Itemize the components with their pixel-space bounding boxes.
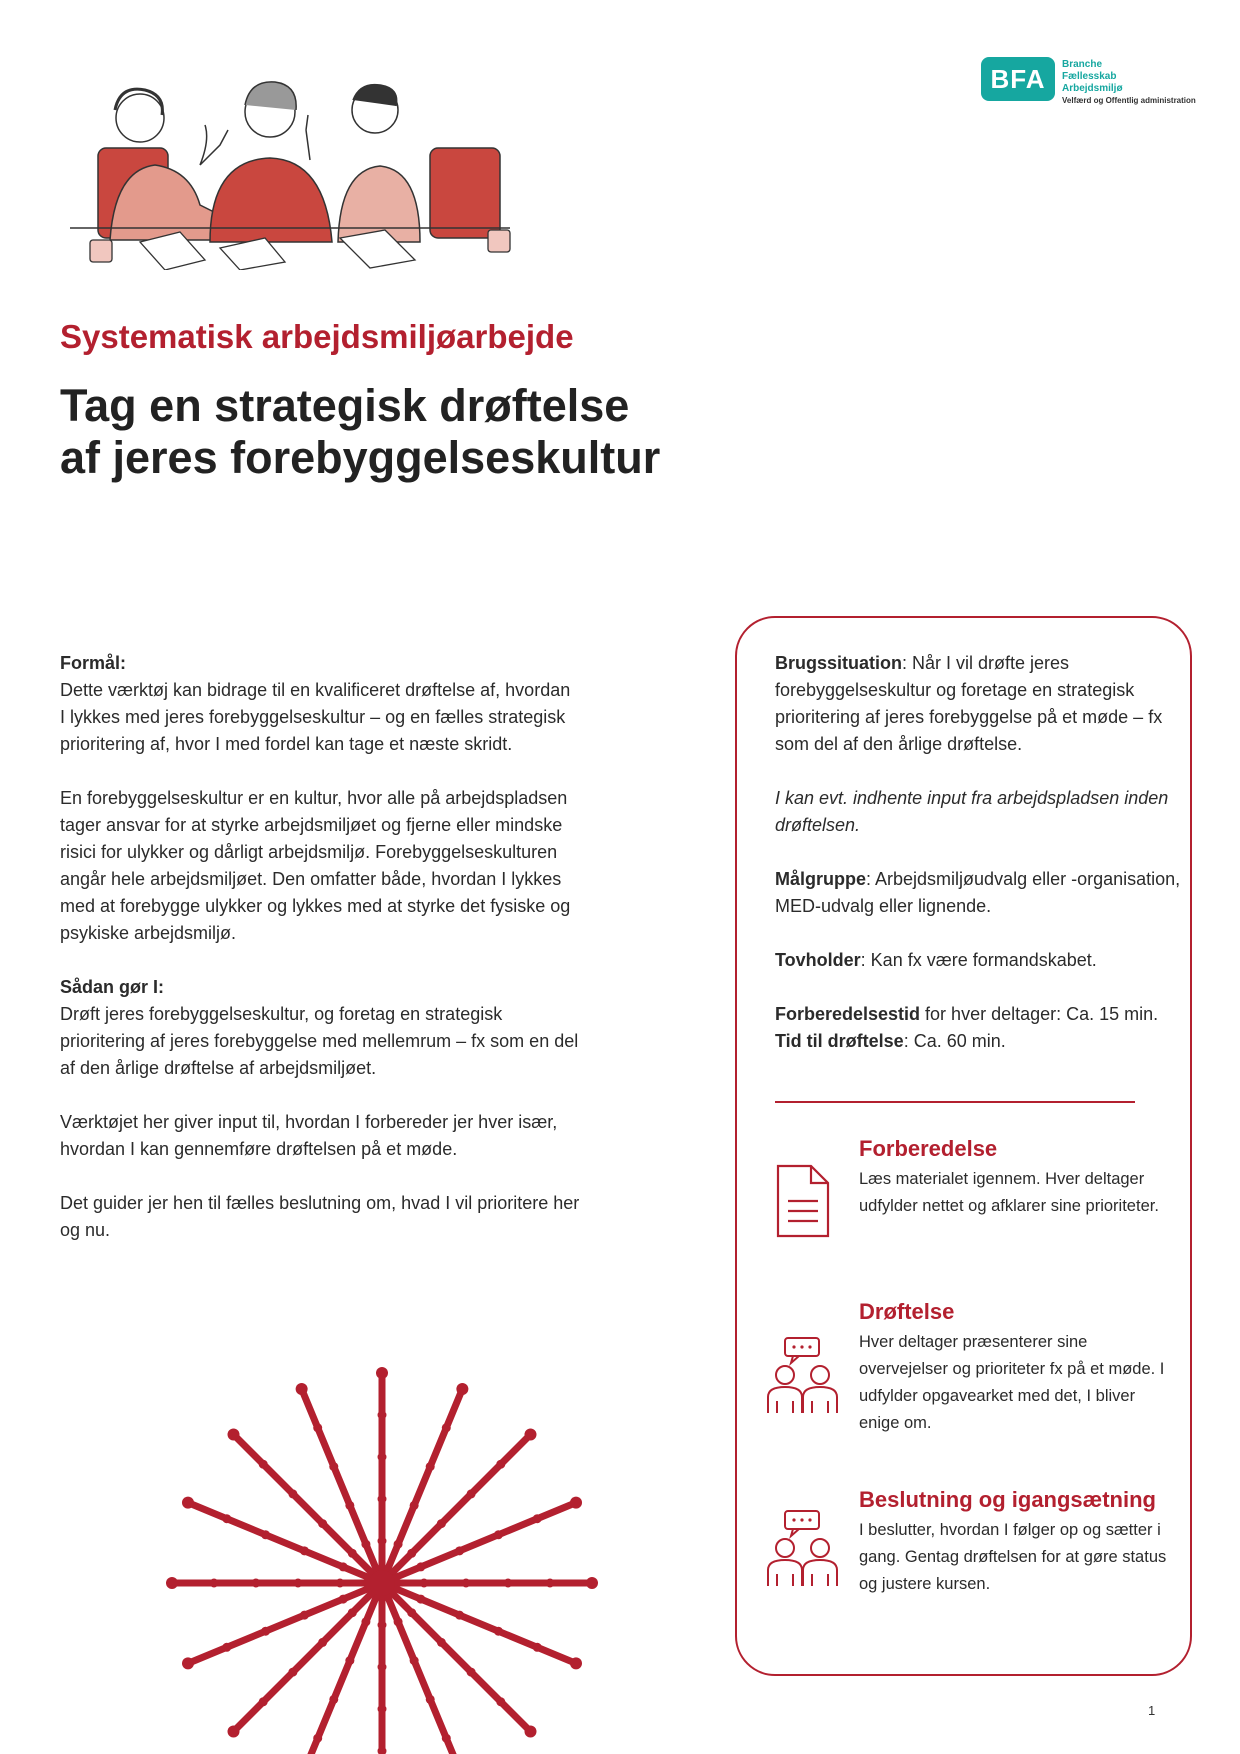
people-discussion-icon xyxy=(765,1508,840,1588)
starburst-dot xyxy=(437,1638,446,1647)
facilitator-text: : Kan fx være formandskabet. xyxy=(860,950,1097,970)
logo-mark: BFA xyxy=(981,57,1055,101)
logo-line-2: Fællesskab xyxy=(1062,71,1117,82)
guide-paragraph: Det guider jer hen til fælles beslutning om, hvad I vil prioritere her og nu. xyxy=(60,1193,580,1240)
starburst-dot xyxy=(494,1530,503,1539)
starburst-dot xyxy=(496,1460,505,1469)
starburst-dot xyxy=(494,1627,503,1636)
starburst-dot xyxy=(426,1462,435,1471)
starburst-dot xyxy=(313,1423,322,1432)
starburst-dot xyxy=(546,1579,555,1588)
step-1-text: Læs materialet igennem. Hver deltager udfylder nettet og afklarer sine prioriteter. xyxy=(859,1170,1159,1215)
starburst-ray xyxy=(382,1435,530,1583)
purpose-text: Dette værktøj kan bidrage til en kvalificeret drøftelse af, hvordan I lykkes med jeres forebyggelseskultur – og en fælles strategisk prioritering af, hvor I med fordel kan tage et næste skridt. xyxy=(60,680,571,754)
starburst-dot xyxy=(467,1489,476,1498)
starburst-dot xyxy=(259,1460,268,1469)
starburst-dot xyxy=(361,1540,370,1549)
usage-situation xyxy=(775,650,1185,758)
input-note: I kan evt. indhente input fra arbejdspladsen inden drøftelsen. xyxy=(775,788,1169,835)
starburst-dot xyxy=(300,1611,309,1620)
starburst-ray xyxy=(234,1583,382,1731)
starburst-dot xyxy=(378,1495,387,1504)
page-title-line-2: af jeres forebyggelseskultur xyxy=(60,432,661,483)
starburst-dot xyxy=(570,1657,582,1669)
starburst-dot xyxy=(261,1530,270,1539)
discussion-time-label: Tid til drøftelse xyxy=(775,1031,904,1051)
starburst-dot xyxy=(455,1546,464,1555)
starburst-dot xyxy=(296,1383,308,1395)
starburst-dot xyxy=(496,1697,505,1706)
starburst-dot xyxy=(524,1725,536,1737)
left-column xyxy=(60,650,580,1271)
starburst-dot xyxy=(410,1501,419,1510)
info-panel-text xyxy=(775,650,1185,1082)
starburst-dot xyxy=(524,1429,536,1441)
starburst-dot xyxy=(252,1579,261,1588)
starburst-dot xyxy=(210,1579,219,1588)
starburst-dot xyxy=(378,1411,387,1420)
starburst-dot xyxy=(288,1668,297,1677)
step-1-title: Forberedelse xyxy=(859,1136,998,1161)
page-number: 1 xyxy=(1148,1703,1156,1718)
prep-time-label: Forberedelsestid xyxy=(775,1004,921,1024)
starburst-dot xyxy=(345,1501,354,1510)
starburst-ray xyxy=(382,1583,530,1731)
logo-line-1: Branche xyxy=(1062,59,1103,70)
starburst-ray xyxy=(234,1435,382,1583)
starburst-dot xyxy=(533,1643,542,1652)
panel-divider xyxy=(775,1101,1135,1103)
starburst-dot xyxy=(182,1497,194,1509)
starburst-dot xyxy=(261,1627,270,1636)
starburst-dot xyxy=(228,1429,240,1441)
starburst-dot xyxy=(407,1608,416,1617)
starburst-dot xyxy=(416,1562,425,1571)
usage-text: : Når I vil drøfte jeres forebyggelseskultur og foretage en strategisk prioritering af jeres forebyggelse på et møde – fx som del af den årlige drøftelse. xyxy=(775,653,1163,754)
purpose-label: Formål: xyxy=(60,653,127,673)
starburst-dot xyxy=(259,1697,268,1706)
culture-paragraph: En forebyggelseskultur er en kultur, hvor alle på arbejdspladsen tager ansvar for at styrke arbejdsmiljøet og fjerne eller mindske risici for ulykker og dårligt arbejdsmiljø. Forebyggelseskulturen angår hele arbejdsmiljøet. Den omfatter både, hvordan I lykkes med at forebygge ulykker og lykkes med at styrke det fysiske og psykiske arbejdsmiljø. xyxy=(60,788,571,943)
howto-label: Sådan gør I: xyxy=(60,977,165,997)
bfa-logo xyxy=(981,57,1201,103)
starburst-dot xyxy=(336,1579,345,1588)
kicker-heading: Systematisk arbejdsmiljøarbejde xyxy=(60,318,574,355)
page-title-line-1: Tag en strategisk drøftelse xyxy=(60,380,630,431)
starburst-dot xyxy=(410,1656,419,1665)
starburst-dot xyxy=(329,1462,338,1471)
starburst-dot xyxy=(456,1383,468,1395)
starburst-dot xyxy=(348,1549,357,1558)
facilitator-label: Tovholder xyxy=(775,950,861,970)
starburst-dot xyxy=(416,1595,425,1604)
document-icon xyxy=(775,1163,831,1239)
starburst-dot xyxy=(348,1608,357,1617)
starburst-dot xyxy=(329,1695,338,1704)
starburst-dot xyxy=(339,1562,348,1571)
starburst-dot xyxy=(394,1540,403,1549)
logo-line-4: Velfærd og Offentlig administration xyxy=(1062,96,1196,105)
starburst-dot xyxy=(378,1621,387,1630)
starburst-dot xyxy=(467,1668,476,1677)
starburst-dot xyxy=(222,1643,231,1652)
starburst-dot xyxy=(361,1617,370,1626)
facilitator xyxy=(775,947,1185,974)
starburst-dot xyxy=(378,1537,387,1546)
step-2-title: Drøftelse xyxy=(859,1299,955,1324)
target-group xyxy=(775,866,1185,920)
starburst-dot xyxy=(166,1577,178,1589)
purpose-section xyxy=(60,650,580,758)
page-title xyxy=(60,380,660,484)
logo-line-3: Arbejdsmiljø xyxy=(1062,83,1123,94)
starburst-dot xyxy=(318,1519,327,1528)
tool-paragraph: Værktøjet her giver input til, hvordan I forbereder jer hver især, hvordan I kan gennemføre drøftelsen på et møde. xyxy=(60,1112,558,1159)
howto-text: Drøft jeres forebyggelseskultur, og foretag en strategisk prioritering af jeres forebyggelse med mellemrum – fx som en del af den årlige drøftelse af arbejdsmiljøet. xyxy=(60,1004,579,1078)
howto-section xyxy=(60,974,580,1082)
time-info xyxy=(775,1001,1185,1055)
starburst-dot xyxy=(407,1549,416,1558)
starburst-dot xyxy=(339,1595,348,1604)
starburst-dot xyxy=(376,1367,388,1379)
starburst-dot xyxy=(228,1725,240,1737)
starburst-dot xyxy=(288,1489,297,1498)
starburst-dot xyxy=(378,1453,387,1462)
discussion-time-text: : Ca. 60 min. xyxy=(903,1031,1006,1051)
starburst-dot xyxy=(426,1695,435,1704)
starburst-dot xyxy=(504,1579,513,1588)
step-3-text: I beslutter, hvordan I følger op og sætter i gang. Gentag drøftelsen for at gøre status og justere kursen. xyxy=(859,1521,1167,1593)
prep-time-text: for hver deltager: Ca. 15 min. xyxy=(920,1004,1159,1024)
step-3-title: Beslutning og igangsætning xyxy=(859,1487,1156,1512)
starburst-dot xyxy=(570,1497,582,1509)
starburst-dot xyxy=(300,1546,309,1555)
starburst-dot xyxy=(442,1423,451,1432)
starburst-dot xyxy=(462,1579,471,1588)
starburst-dot xyxy=(533,1514,542,1523)
starburst-dot xyxy=(222,1514,231,1523)
starburst-dot xyxy=(394,1617,403,1626)
starburst-dot xyxy=(294,1579,303,1588)
starburst-graphic xyxy=(160,1355,600,1754)
starburst-hub xyxy=(369,1570,395,1596)
starburst-dot xyxy=(313,1734,322,1743)
starburst-dot xyxy=(378,1705,387,1714)
target-text: : Arbejdsmiljøudvalg eller -organisation, MED-udvalg eller lignende. xyxy=(775,869,1181,916)
starburst-dot xyxy=(378,1663,387,1672)
step-2-text: Hver deltager præsenterer sine overvejelser og prioriteter fx på et møde. I udfylder opgavearket med det, I bliver enige om. xyxy=(859,1333,1165,1432)
starburst-dot xyxy=(455,1611,464,1620)
people-discussion-icon xyxy=(765,1335,840,1415)
meeting-illustration xyxy=(70,70,570,270)
starburst-dot xyxy=(420,1579,429,1588)
starburst-dot xyxy=(586,1577,598,1589)
starburst-dot xyxy=(182,1657,194,1669)
starburst-dot xyxy=(318,1638,327,1647)
starburst-dot xyxy=(442,1734,451,1743)
starburst-dot xyxy=(437,1519,446,1528)
target-label: Målgruppe xyxy=(775,869,867,889)
starburst-dot xyxy=(345,1656,354,1665)
usage-label: Brugssituation xyxy=(775,653,903,673)
